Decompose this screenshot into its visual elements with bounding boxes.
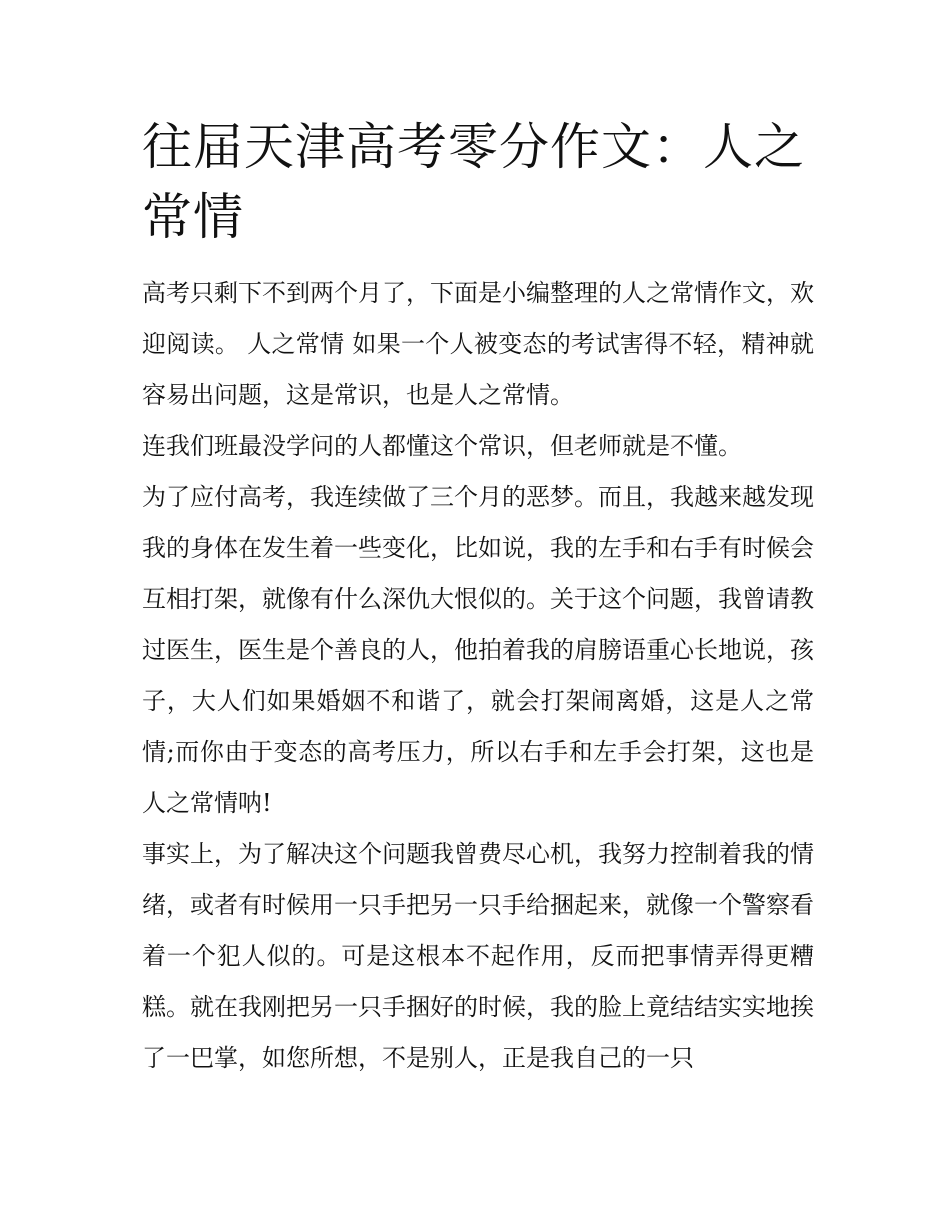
document-title: 往届天津高考零分作文：人之常情 [142, 118, 805, 246]
document-page [142, 112, 814, 1084]
paragraph-4: 事实上，为了解决这个问题我曾费尽心机，我努力控制着我的情绪，或者有时候用一只手把另一只手给捆起来，就像一个警察看着一个犯人似的。可是这根本不起作用，反而把事情弄得更糟糕。就在我刚把另一只手捆好的时候，我的脸上竟结结实实地挨了一巴掌，如您所想，不是别人，正是我自己的一只 [142, 840, 814, 1072]
paragraph-3: 为了应付高考，我连续做了三个月的恶梦。而且，我越来越发现我的身体在发生着一些变化，比如说，我的左手和右手有时候会互相打架，就像有什么深仇大恨似的。关于这个问题，我曾请教过医生，医生是个善良的人，他拍着我的肩膀语重心长地说，孩子，大人们如果婚姻不和谐了，就会打架闹离婚，这是人之常情;而你由于变态的高考压力，所以右手和左手会打架，这也是人之常情呐! [142, 483, 814, 817]
paragraph-1: 高考只剩下不到两个月了，下面是小编整理的人之常情作文，欢迎阅读。 人之常情 如果一个人被变态的考试害得不轻，精神就容易出问题，这是常识，也是人之常情。 [142, 279, 814, 409]
paragraph-2: 连我们班最没学问的人都懂这个常识，但老师就是不懂。 [142, 432, 742, 460]
